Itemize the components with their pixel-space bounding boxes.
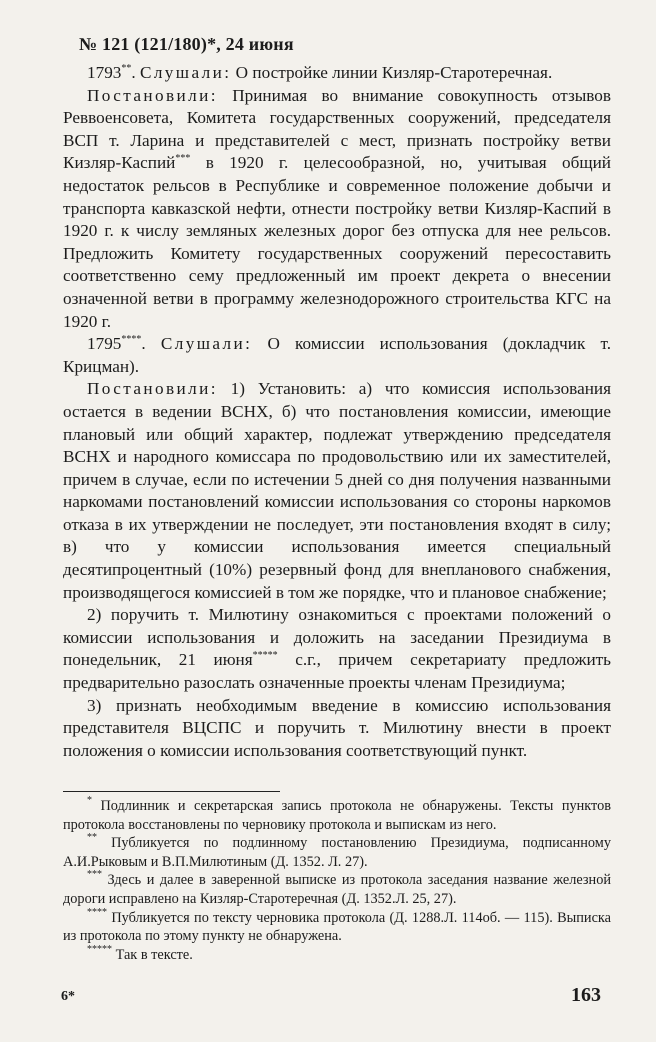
resolved-label: Постановили: (87, 85, 218, 105)
resolved-label: Постановили: (87, 379, 218, 399)
footnote (63, 943, 611, 965)
item-1795-heard: 1795****. Слушали: О комиссии использования (докладчик т. Крицман). (63, 334, 612, 376)
footnote-ref: **** (121, 334, 142, 346)
point-2-text-cont: с.г., причем секретариату предложить предварительно разослать означенные проекты членам Президиума; (63, 650, 612, 693)
footnote-separator (63, 791, 280, 792)
protocol-body (63, 62, 611, 762)
footnote-text: Публикуется по подлинному постановлению Президиума, подписанному А.И.Рыковым и В.П.Милютиным (Д. 1352. Л. 27). (63, 835, 611, 870)
item-number: 1793 (87, 63, 122, 82)
heard-label: Слушали: (160, 334, 253, 354)
footnote (63, 797, 611, 834)
resolved-text: Принимая во внимание совокупность отзывов Реввоенсовета, Комитета государственных сооружений, председателя ВСП т. Ларина и представителей с мест, признать постройку ветви Кизляр-Каспий (63, 85, 612, 173)
item-number: 1795 (87, 334, 122, 354)
footnote-mark: ***** (87, 943, 112, 955)
heard-label: Слушали: (139, 63, 232, 82)
footnote-text: Публикуется по тексту черновика протокола (Д. 1288.Л. 114об. — 115). Выписка из протокола по этому пункту не обнаружена. (63, 909, 611, 945)
footnote-ref: ** (121, 63, 132, 74)
item-1793-resolved (63, 85, 611, 334)
resolved-text: 1) Установить: а) что комиссия использования остается в ведении ВСНХ, б) что постановления комиссии, имеющие плановый или общий характер, подлежат утверждению председателя ВСНХ и народного комиссара по продовольствию или их заместителей, причем в случае, если по истечении 5 дней со дня получения названными наркомами постановлений комиссии использования со стороны наркомов отказа в их утверждении не последует, эти постановления входят в силу; в) что у комиссии использования имеется специальный десятипроцентный (10%) резервный фонд для внепланового снабжения, производящегося комиссией в том же порядке, что и плановое снабжение; (63, 379, 612, 602)
item-1795-resolved (63, 378, 611, 604)
item-1793-heard: 1793**. Слушали: О постройке линии Кизляр-Старотеречная. (87, 63, 553, 82)
footnote (63, 906, 611, 946)
footnote-text: Так в тексте. (115, 946, 193, 963)
resolved-text-cont: в 1920 г. целесообразной, но, учитывая общий недостаток рельсов в Республике и современное положение добычи и транспорта кавказской нефти, отнести постройку ветви Кизляр-Каспий в 1920 г. к числу земляных железных дорог без отпуска для нее рельсов. Предложить Комитету государственных сооружений пересоставить соответственно сему предложенный им проект декрета о внесении означенной ветви в программу железнодорожного строительства КГС на 1920 г. (63, 153, 611, 331)
footnote-mark: **** (87, 906, 107, 918)
item-1795-point-2 (63, 604, 611, 694)
footnote-text: Подлинник и секретарская запись протокола не обнаружены. Тексты пунктов протокола восстановлены по черновику протокола и выпискам из него. (63, 798, 612, 833)
page-number: 163 (571, 984, 601, 1006)
footnote (63, 871, 611, 908)
footnote-mark: * (87, 795, 92, 806)
footnote (63, 834, 611, 871)
footnote-mark: ** (87, 832, 97, 844)
sheet-signature: 6* (61, 989, 75, 1004)
item-1795-point-3: 3) признать необходимым введение в комиссию использования представителя ВЦСПС и поручить т. Милютину внести в проект положения о комиссии использования соответствующий пункт. (63, 695, 611, 760)
footnote-ref: ***** (252, 650, 278, 662)
footnotes (63, 797, 611, 964)
footnote-ref: *** (175, 153, 191, 165)
footnote-text: Здесь и далее в заверенной выписке из протокола заседания название железной дороги исправлено на Кизляр-Старотеречная (Д. 1352.Л. 25, 27). (63, 872, 611, 907)
protocol-header: № 121 (121/180)*, 24 июня (79, 34, 294, 54)
heard-text: О комиссии использования (докладчик т. Крицман). (63, 334, 612, 376)
heard-text: О постройке линии Кизляр-Старотеречная. (235, 63, 553, 82)
point-2-text: 2) поручить т. Милютину ознакомиться с проектами положений о комиссии использования и доложить на заседании Президиума в понедельник, 21 июня (63, 605, 611, 670)
footnote-mark: *** (87, 869, 102, 881)
